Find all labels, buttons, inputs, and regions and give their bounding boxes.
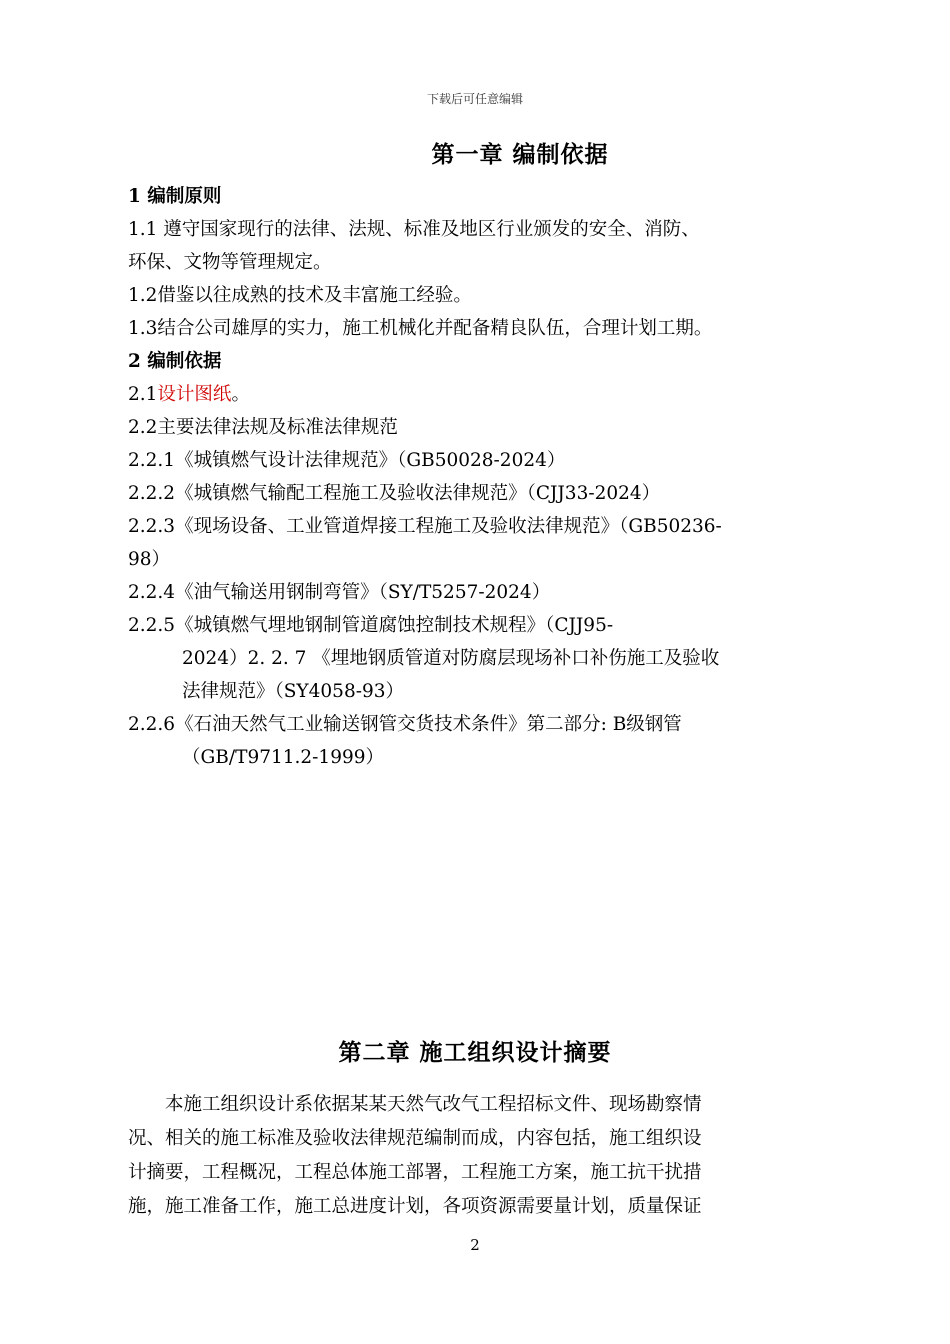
- design-drawings-text: 设计图纸: [157, 384, 232, 405]
- chapter2-title: 第二章 施工组织设计摘要: [338, 1039, 612, 1066]
- body-line: 2.2.6《石油天然气工业输送钢管交货技术条件》第二部分: B级钢管: [128, 714, 682, 735]
- body-line: 1.1 遵守国家现行的法律、法规、标准及地区行业颁发的安全、消防、: [128, 219, 700, 240]
- body-line: 1.2借鉴以往成熟的技术及丰富施工经验。: [128, 285, 472, 306]
- item-prefix: 2.1: [128, 384, 158, 405]
- header-note: 下载后可任意编辑: [426, 92, 523, 106]
- paragraph-line: 况、相关的施工标准及验收法律规范编制而成，内容包括，施工组织设: [128, 1128, 702, 1149]
- body-line-2-1: [128, 378, 833, 411]
- page-number: 2: [470, 1236, 480, 1254]
- body-line: 98）: [128, 549, 171, 570]
- body-line: 2.2.1《城镇燃气设计法律规范》（GB50028-2024）: [128, 450, 566, 471]
- body-line: 2.2主要法律法规及标准法律规范: [128, 417, 398, 438]
- body-line: （GB/T9711.2-1999）: [182, 747, 385, 768]
- paragraph-line: 本施工组织设计系依据某某天然气改气工程招标文件、现场勘察情: [128, 1094, 702, 1115]
- section-heading: 2 编制依据: [128, 351, 222, 372]
- chapter2-paragraph: [128, 1088, 833, 1224]
- body-line: 2024）2. 2. 7 《埋地钢质管道对防腐层现场补口补伤施工及验收: [182, 648, 720, 669]
- section-heading: 1 编制原则: [128, 186, 222, 207]
- chapter1-title: 第一章 编制依据: [431, 141, 609, 168]
- body-line: 2.2.4《油气输送用钢制弯管》（SY/T5257-2024）: [128, 582, 551, 603]
- body-line: 1.3结合公司雄厚的实力，施工机械化并配备精良队伍，合理计划工期。: [128, 318, 713, 339]
- body-line: 环保、文物等管理规定。: [128, 252, 332, 273]
- body-line: 2.2.3《现场设备、工业管道焊接工程施工及验收法律规范》（GB50236-: [128, 516, 722, 537]
- paragraph-line: 计摘要，工程概况，工程总体施工部署，工程施工方案，施工抗干扰措: [128, 1162, 702, 1183]
- body-line: 法律规范》（SY4058-93）: [182, 681, 405, 702]
- item-suffix: 。: [231, 384, 250, 405]
- body-line: 2.2.2《城镇燃气输配工程施工及验收法律规范》（CJJ33-2024）: [128, 483, 661, 504]
- body-line: 2.2.5《城镇燃气埋地钢制管道腐蚀控制技术规程》（CJJ95-: [128, 615, 614, 636]
- chapter1-body: [128, 180, 833, 774]
- paragraph-line: 施，施工准备工作，施工总进度计划，各项资源需要量计划，质量保证: [128, 1196, 702, 1217]
